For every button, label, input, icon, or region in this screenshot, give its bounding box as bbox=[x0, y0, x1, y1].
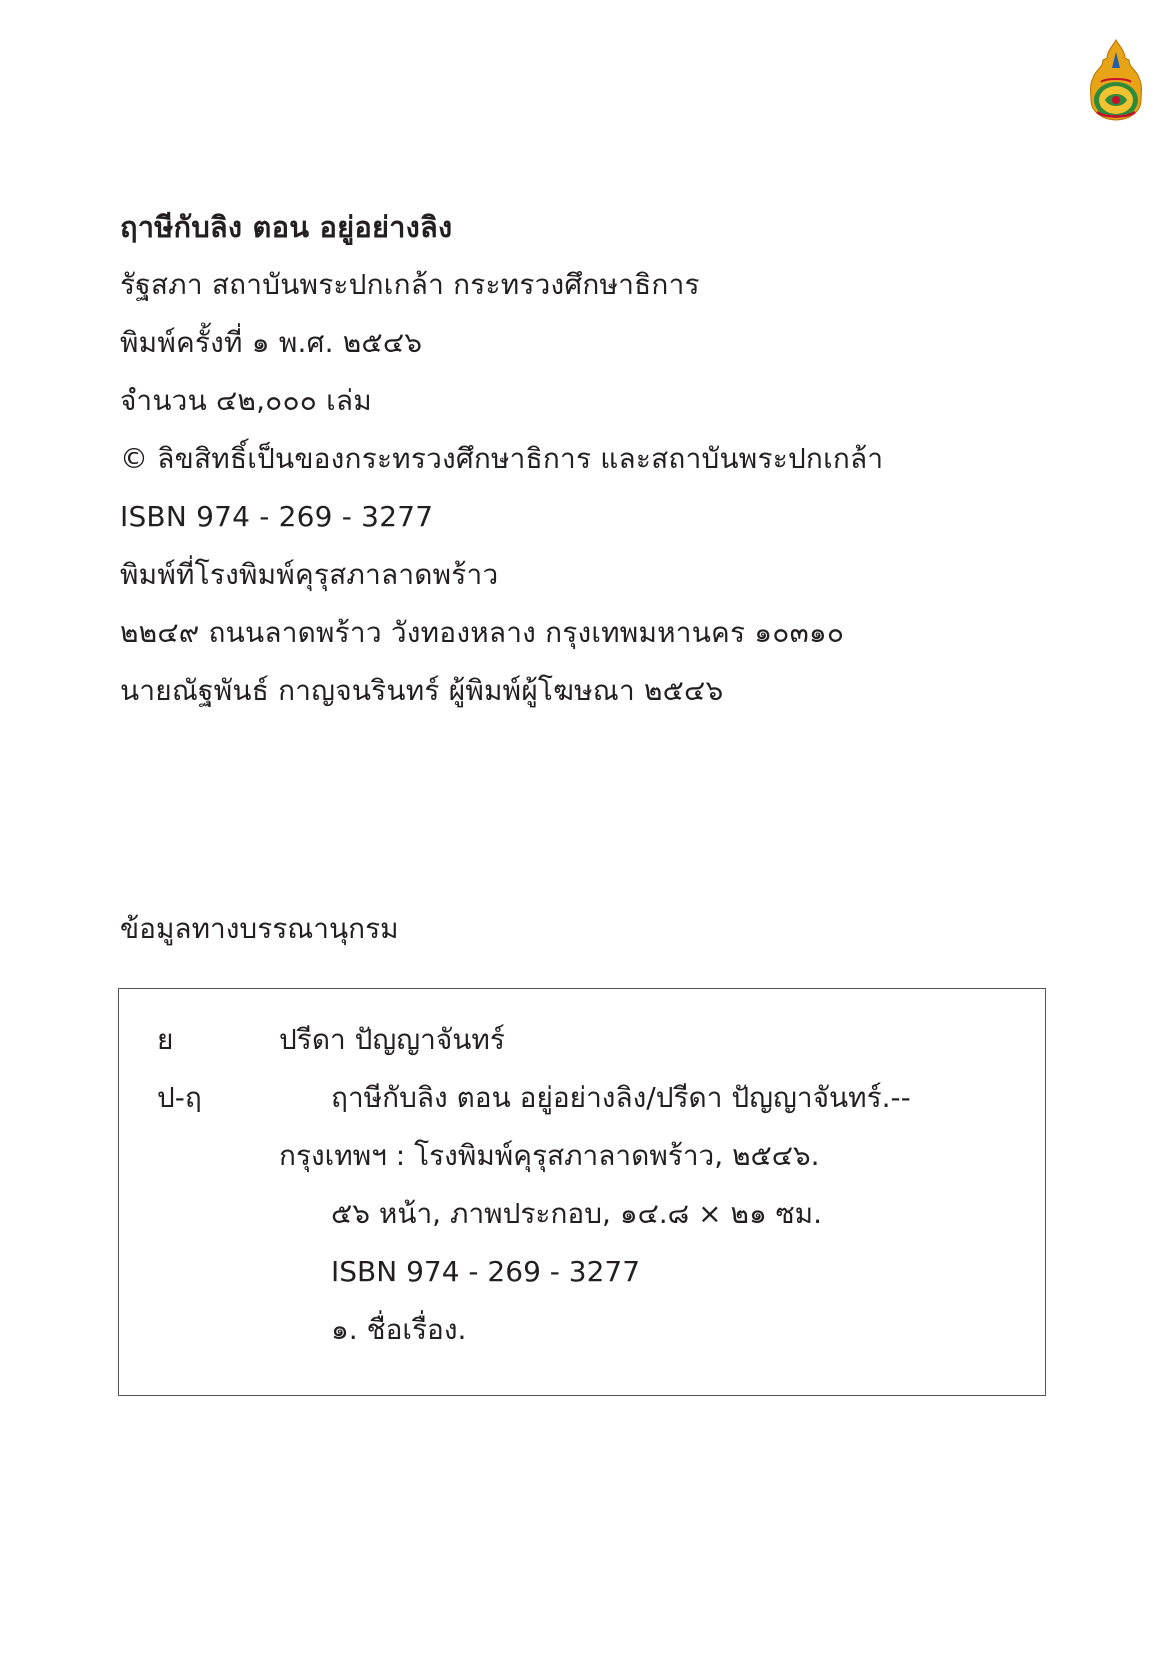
catalog-card bbox=[118, 988, 1046, 1396]
catalog-physical: ๕๖ หน้า, ภาพประกอบ, ๑๔.๘ × ๒๑ ซม. bbox=[331, 1197, 823, 1230]
catalog-heading: ข้อมูลทางบรรณานุกรม bbox=[120, 912, 399, 945]
isbn: ISBN 974 - 269 - 3277 bbox=[120, 500, 434, 533]
printer-address: ๒๒๔๙ ถนนลาดพร้าว วังทองหลาง กรุงเทพมหานคร ๑๐๓๑๐ bbox=[120, 616, 845, 649]
catalog-imprint: กรุงเทพฯ : โรงพิมพ์คุรุสภาลาดพร้าว, ๒๕๔๖. bbox=[279, 1139, 820, 1172]
publishers: รัฐสภา สถาบันพระปกเกล้า กระทรวงศึกษาธิการ bbox=[120, 268, 700, 301]
catalog-isbn: ISBN 974 - 269 - 3277 bbox=[331, 1255, 641, 1288]
catalog-title: ฤาษีกับลิง ตอน อยู่อย่างลิง/ปรีดา ปัญญาจันทร์.-- bbox=[331, 1081, 911, 1114]
copies: จำนวน ๔๒,๐๐๐ เล่ม bbox=[120, 384, 372, 417]
printer: พิมพ์ที่โรงพิมพ์คุรุสภาลาดพร้าว bbox=[120, 558, 499, 591]
ministry-emblem-icon bbox=[1085, 38, 1147, 122]
colophon bbox=[120, 198, 1080, 720]
copyright: © ลิขสิทธิ์เป็นของกระทรวงศึกษาธิการ และสถาบันพระปกเกล้า bbox=[120, 442, 884, 475]
catalog-subject: ๑. ชื่อเรื่อง. bbox=[331, 1313, 467, 1346]
book-title: ฤาษีกับลิง ตอน อยู่อย่างลิง bbox=[120, 210, 453, 244]
catalog-author: ปรีดา ปัญญาจันทร์ bbox=[279, 1023, 505, 1056]
printer-person: นายณัฐพันธ์ กาญจนรินทร์ ผู้พิมพ์ผู้โฆษณา ๒๕๔๖ bbox=[120, 674, 724, 707]
author-label: ย bbox=[157, 1023, 174, 1056]
call-number-label: ป-ฤ bbox=[157, 1081, 202, 1114]
edition: พิมพ์ครั้งที่ ๑ พ.ศ. ๒๕๔๖ bbox=[120, 326, 423, 359]
